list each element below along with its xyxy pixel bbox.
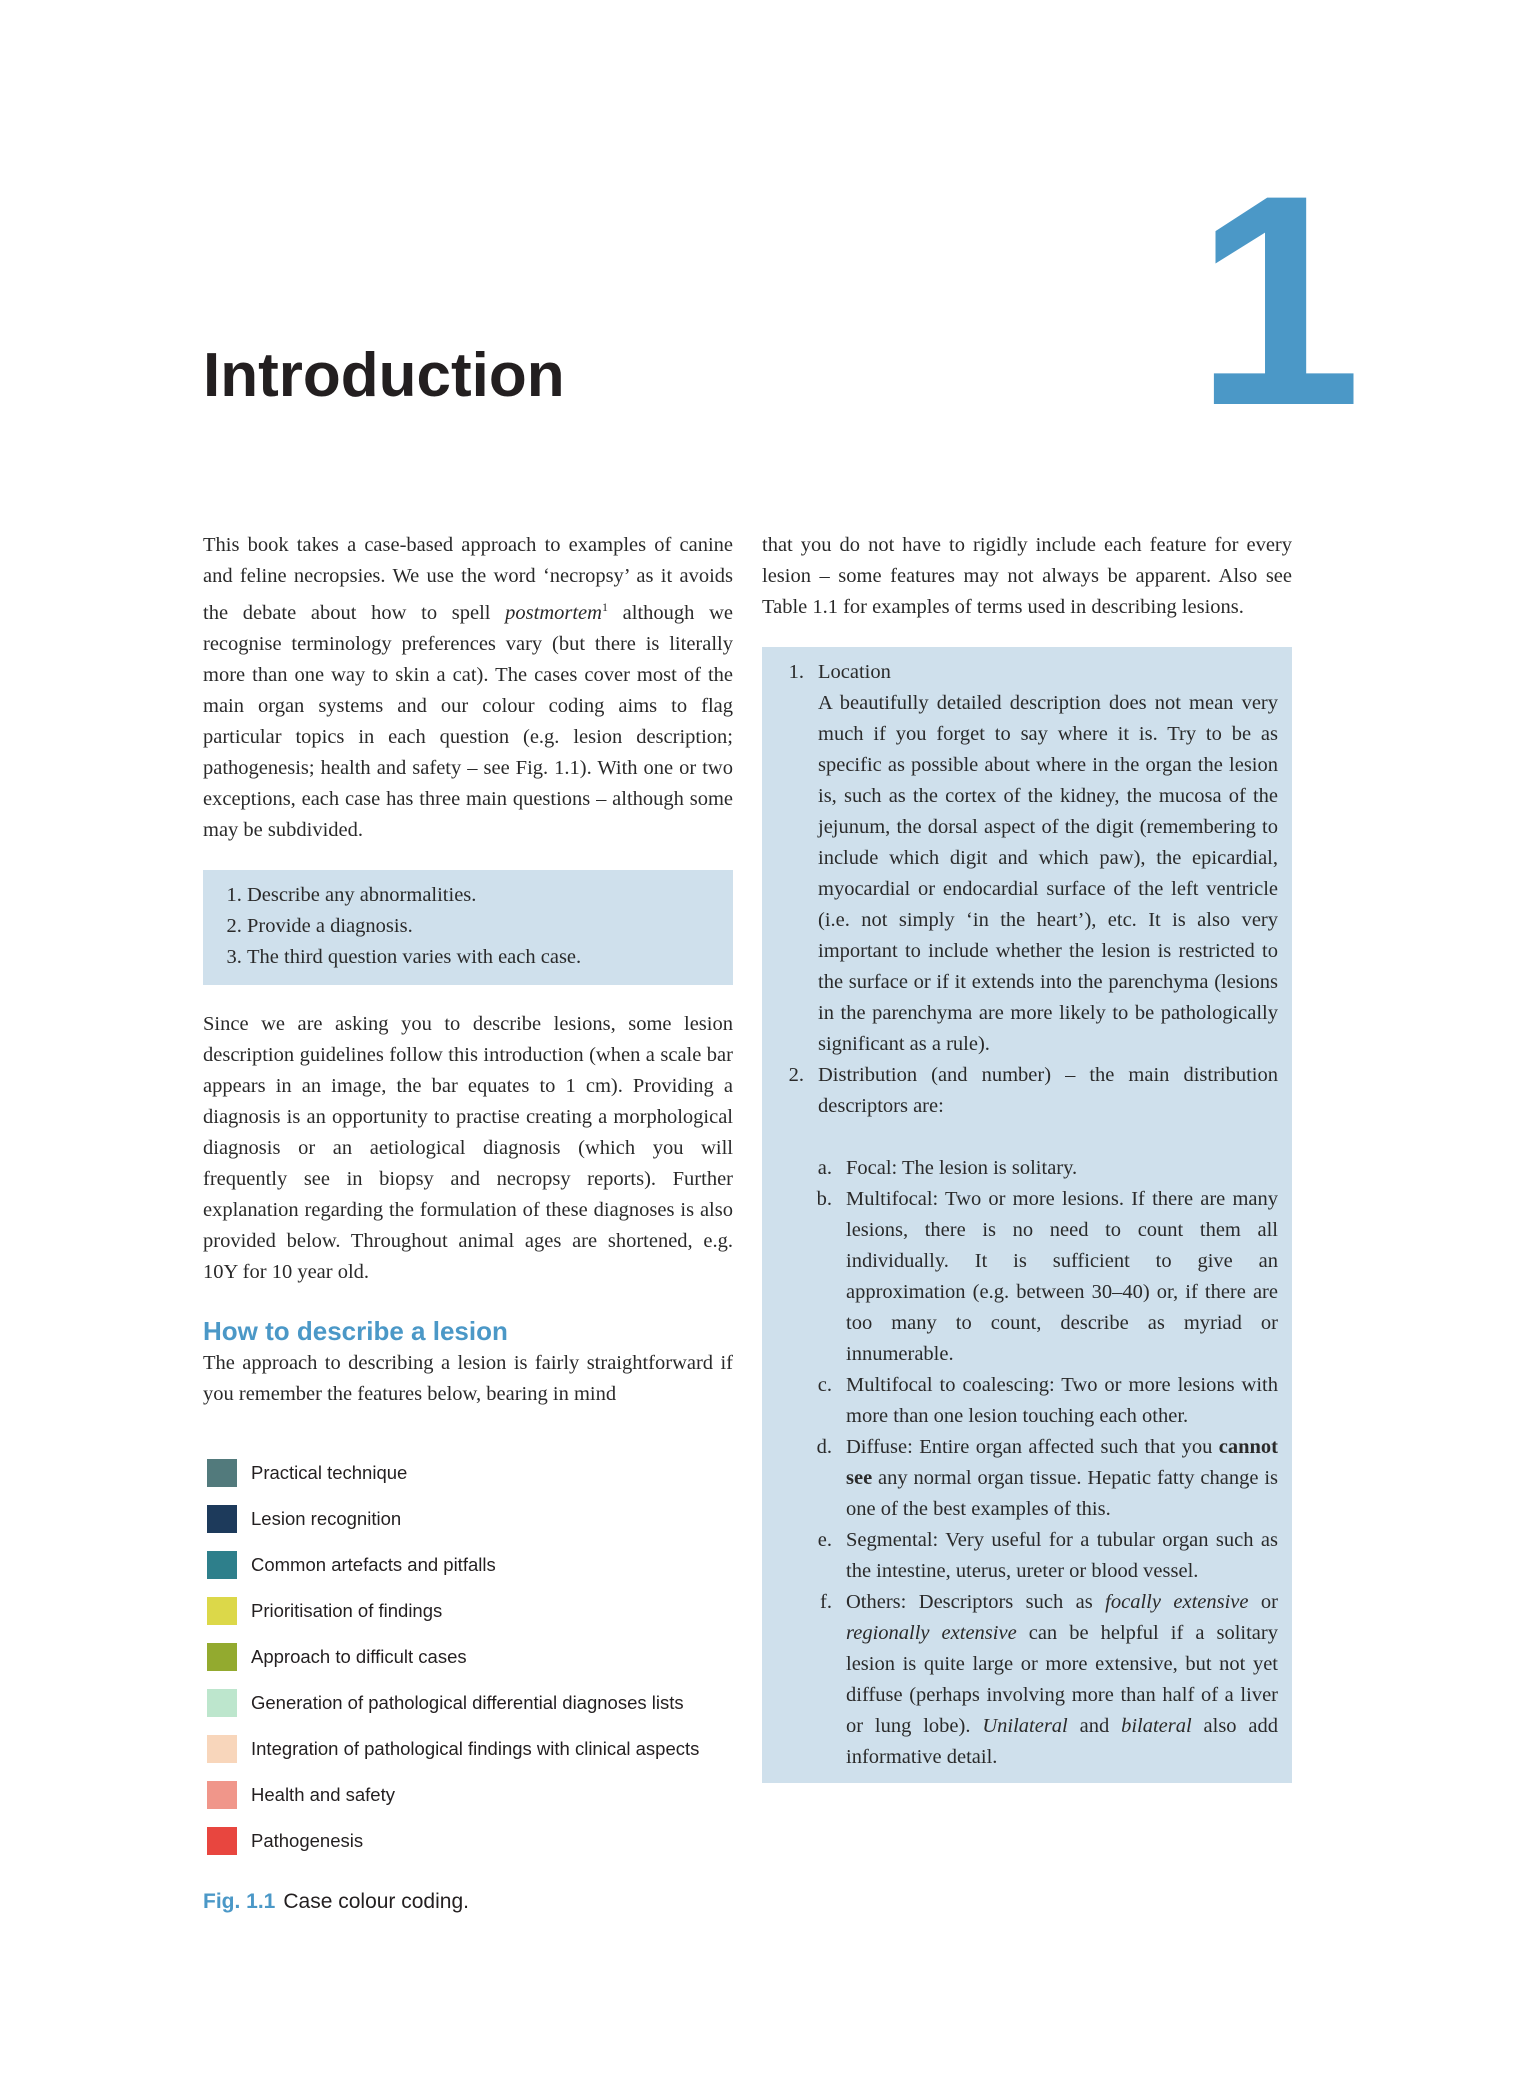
question-item: 1. Describe any abnormalities.: [247, 880, 719, 911]
legend-label: Generation of pathological differential diagnoses lists: [251, 1691, 684, 1713]
distribution-item: b. Multifocal: Two or more lesions. If there are many lesions, there is no need to count them all individually. It is sufficient to give an approximation (e.g. between 30–40) or, if there are too many to count, describe as myriad or innumerable.: [816, 1188, 1278, 1365]
descriptor-item: 2. Distribution (and number) – the main distribution descriptors are:: [776, 1060, 1278, 1122]
legend-item: [203, 1726, 733, 1772]
chapter-number: 1: [1195, 132, 1352, 468]
legend-swatch: [207, 1781, 237, 1809]
section-paragraph-continued: that you do not have to rigidly include each feature for every lesion – some features may not always be apparent. Also see Table 1.1 for examples of terms used in describing lesions.: [762, 534, 1292, 618]
question-item: 2. Provide a diagnosis.: [247, 911, 719, 942]
intro-paragraph-2: Since we are asking you to describe lesions, some lesion description guidelines follow this introduction (when a scale bar appears in an image, the bar equates to 1 cm). Providing a diagnosis is an opportunity to practise creating a morphological diagnosis or an aetiological diagnosis (which you will frequently see in biopsy and necropsy reports). Further explanation regarding the formulation of these diagnoses is also provided below. Throughout animal ages are shortened, e.g. 10Y for 10 year old.: [203, 1012, 733, 1283]
legend-label: Pathogenesis: [251, 1829, 364, 1851]
legend-item: [203, 1542, 733, 1588]
legend-item: [203, 1634, 733, 1680]
distribution-item: a. Focal: The lesion is solitary.: [817, 1157, 1078, 1179]
legend-swatch: [207, 1643, 237, 1671]
legend-label: Common artefacts and pitfalls: [251, 1553, 496, 1575]
distribution-item: f. Others: Descriptors such as focally extensive or regionally extensive can be helpful if a solitary lesion is quite large or more extensive, but not yet diffuse (perhaps involving more than half of a liver or lung lobe). Unilateral and bilateral also add informative detail.: [820, 1591, 1278, 1768]
distribution-item: c. Multifocal to coalescing: Two or more lesions with more than one lesion touching each other.: [817, 1374, 1278, 1427]
figure-caption: [203, 1890, 733, 1914]
distribution-item: d. Diffuse: Entire organ affected such that you cannot see any normal organ tissue. Hepatic fatty change is one of the best examples of this.: [816, 1436, 1278, 1520]
right-column: [762, 530, 1292, 1783]
legend-swatch: [207, 1689, 237, 1717]
question-item: 3. The third question varies with each case.: [247, 942, 719, 973]
legend-label: Health and safety: [251, 1783, 395, 1805]
descriptor-item: 1. Location A beautifully detailed description does not mean very much if you forget to say where it is. Try to be as specific as possible about where in the organ the lesion is, such as the cortex of the kidney, the mucosa of the jejunum, the dorsal aspect of the digit (remembering to include which digit and which paw), the epicardial, myocardial or endocardial surface of the left ventricle (i.e. not simply ‘in the heart’), etc. It is also very important to include whether the lesion is restricted to the surface or if it extends into the parenchyma (lesions in the parenchyma are more likely to be pathologically significant as a rule).: [776, 657, 1278, 1060]
legend-swatch: [207, 1827, 237, 1855]
legend-item: [203, 1588, 733, 1634]
legend-swatch: [207, 1597, 237, 1625]
descriptor-text: Distribution (and number) – the main distribution descriptors are:: [818, 1064, 1278, 1117]
distribution-item: e. Segmental: Very useful for a tubular organ such as the intestine, uterus, ureter or blood vessel.: [817, 1529, 1278, 1582]
legend-swatch: [207, 1551, 237, 1579]
page-title: Introduction: [203, 341, 565, 410]
figure-label: Fig. 1.1: [203, 1889, 276, 1913]
section-heading: How to describe a lesion: [203, 1315, 508, 1346]
figure-caption-text: Case colour coding.: [283, 1889, 469, 1913]
legend-item: [203, 1450, 733, 1496]
legend-label: Practical technique: [251, 1461, 408, 1483]
legend-label: Approach to difficult cases: [251, 1645, 467, 1667]
legend-item: [203, 1772, 733, 1818]
legend-swatch: [207, 1505, 237, 1533]
descriptor-title: Location: [818, 661, 891, 683]
legend-item: [203, 1496, 733, 1542]
legend-label: Integration of pathological findings with clinical aspects: [251, 1737, 700, 1759]
descriptors-box: [762, 647, 1292, 1783]
left-column: [203, 530, 733, 1914]
section-paragraph: The approach to describing a lesion is fairly straightforward if you remember the features below, bearing in mind: [203, 1351, 733, 1405]
legend-swatch: [207, 1735, 237, 1763]
intro-paragraph-1: This book takes a case-based approach to examples of canine and feline necropsies. We use the word ‘necropsy’ as it avoids the debate about how to spell postmortem$^1$ although we recognise terminology preferences vary (but there is literally more than one way to skin a cat). The cases cover most of the main organ systems and our colour coding aims to flag particular topics in each question (e.g. lesion description; pathogenesis; health and safety – see Fig. 1.1). With one or two exceptions, each case has three main questions – although some may be subdivided.: [203, 534, 733, 841]
legend-label: Lesion recognition: [251, 1507, 402, 1529]
legend-item: [203, 1680, 733, 1726]
descriptor-text: A beautifully detailed description does not mean very much if you forget to say where it is. Try to be as specific as possible about where in the organ the lesion is, such as the cortex of the kidney, the mucosa of the jejunum, the dorsal aspect of the digit (remembering to include which digit and which paw), the epicardial, myocardial or endocardial surface of the left ventricle (i.e. not simply ‘in the heart’), etc. It is also very important to include whether the lesion is restricted to the surface or if it extends into the parenchyma (lesions in the parenchyma are more likely to be pathologically significant as a rule).: [818, 692, 1278, 1055]
legend-item: [203, 1818, 733, 1864]
questions-box: [203, 870, 733, 985]
legend-swatch: [207, 1459, 237, 1487]
legend-label: Prioritisation of findings: [251, 1599, 443, 1621]
colour-coding-legend: [203, 1450, 733, 1864]
